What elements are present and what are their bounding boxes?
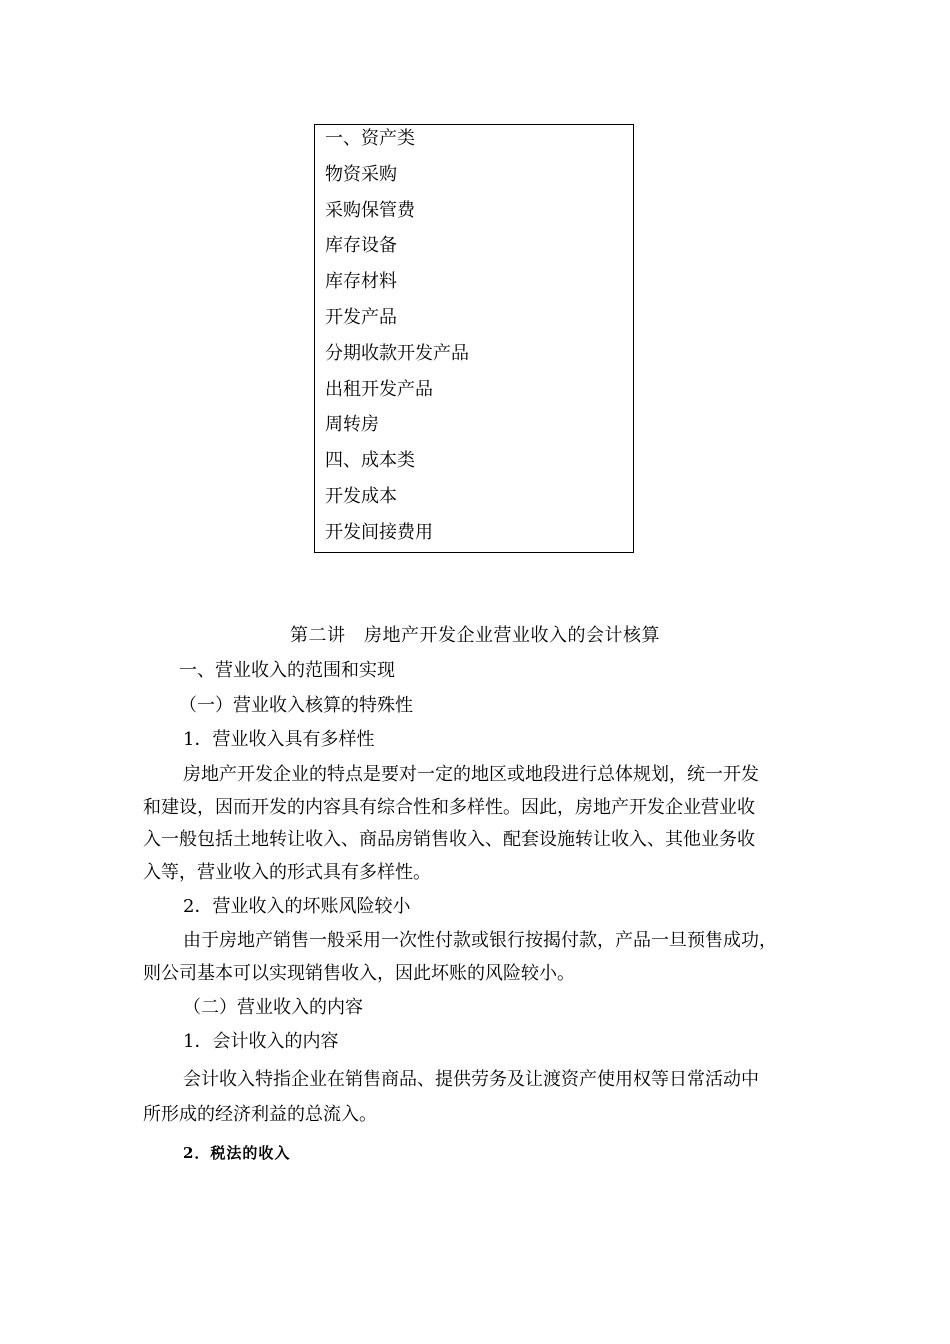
account-item: 一、资产类 [325,128,415,149]
paragraph-line: 所形成的经济利益的总流入。 [143,1104,377,1125]
subsection-heading: （二）营业收入的内容 [183,997,363,1018]
account-list-box [314,124,634,553]
point-heading: 2．营业收入的坏账风险较小 [183,896,411,917]
paragraph-line: 和建设，因而开发的内容具有综合性和多样性。因此，房地产开发企业营业收 [143,797,755,818]
account-item: 开发成本 [325,485,397,507]
account-item: 开发间接费用 [325,521,433,543]
account-item: 开发产品 [325,306,397,328]
account-item: 采购保管费 [325,199,415,221]
account-item: 库存设备 [325,235,397,257]
lecture-title: 第二讲 房地产开发企业营业收入的会计核算 [290,625,660,646]
paragraph-line: 则公司基本可以实现销售收入，因此坏账的风险较小。 [143,963,575,984]
account-item: 分期收款开发产品 [325,342,469,364]
paragraph-line: 房地产开发企业的特点是要对一定的地区或地段进行总体规划，统一开发 [183,764,759,785]
point-heading: 2．税法的收入 [183,1144,291,1162]
section-heading: 一、营业收入的范围和实现 [179,660,395,681]
point-heading: 1．会计收入的内容 [183,1031,339,1052]
paragraph-line: 入一般包括土地转让收入、商品房销售收入、配套设施转让收入、其他业务收 [143,829,755,850]
account-item: 物资采购 [325,163,397,185]
account-item: 出租开发产品 [325,378,433,400]
paragraph-line: 会计收入特指企业在销售商品、提供劳务及让渡资产使用权等日常活动中 [183,1069,759,1090]
point-heading: 1．营业收入具有多样性 [183,729,375,750]
account-item: 库存材料 [325,271,397,293]
paragraph-line: 由于房地产销售一般采用一次性付款或银行按揭付款，产品一旦预售成功， [183,930,777,951]
subsection-heading: （一）营业收入核算的特殊性 [179,695,413,716]
account-item: 四、成本类 [325,450,415,472]
account-item: 周转房 [325,414,379,436]
paragraph-line: 入等，营业收入的形式具有多样性。 [143,862,431,883]
